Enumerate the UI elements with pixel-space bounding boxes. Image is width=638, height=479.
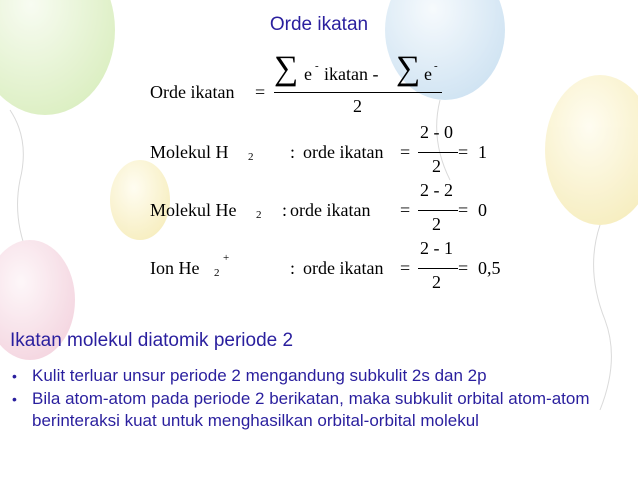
formula-lhs: Orde ikatan — [150, 82, 235, 102]
sigma-icon-2: ∑ — [396, 50, 421, 87]
row-label: Molekul H — [150, 142, 229, 162]
list-item — [10, 365, 630, 388]
row-fraction-bar — [418, 268, 458, 269]
row-label-sup: + — [223, 252, 230, 264]
row-eq1: = — [400, 200, 411, 220]
row-eq2: = — [458, 258, 469, 278]
row-fraction-bar — [418, 152, 458, 153]
bullet-list — [10, 365, 630, 433]
row-label: Ion He — [150, 258, 200, 278]
formula-middle: ikatan - — [324, 64, 379, 84]
row-label-sub: 2 — [214, 267, 220, 279]
row-he2 — [0, 178, 638, 238]
row-label-sub: 2 — [248, 151, 254, 163]
row-eq1: = — [400, 258, 411, 278]
formula-e2: e — [424, 64, 432, 84]
row-eq2: = — [458, 200, 469, 220]
row-he2-ion — [0, 238, 638, 302]
section-heading: Ikatan molekul diatomik periode 2 — [10, 330, 294, 351]
row-eq1: = — [400, 142, 411, 162]
row-expr: orde ikatan — [303, 258, 384, 278]
formula-e1-sup: - — [315, 60, 319, 72]
formula-e2-sup: - — [434, 60, 438, 72]
row-denominator: 2 — [432, 156, 441, 176]
row-denominator: 2 — [432, 214, 441, 234]
row-colon: : — [282, 200, 288, 220]
row-result: 1 — [478, 142, 487, 162]
row-label: Molekul He — [150, 200, 237, 220]
formula-equals: = — [255, 82, 266, 102]
bond-order-formula — [0, 0, 638, 120]
formula-fraction-bar — [274, 92, 442, 93]
row-numerator: 2 - 2 — [420, 180, 453, 200]
row-numerator: 2 - 0 — [420, 122, 453, 142]
row-expr: orde ikatan — [290, 200, 371, 220]
slide-title: Orde ikatan — [269, 14, 369, 35]
row-label-sub: 2 — [256, 209, 262, 221]
sigma-icon: ∑ — [274, 50, 299, 87]
bullet-text: Bila atom-atom pada periode 2 berikatan, maka subkulit orbital atom-atom berinteraksi kuat untuk menghasilkan orbital-orbital molekul — [32, 388, 590, 430]
row-h2 — [0, 118, 638, 178]
bullet-text: Kulit terluar unsur periode 2 mengandung subkulit 2s dan 2p — [32, 366, 487, 385]
row-expr: orde ikatan — [303, 142, 384, 162]
list-item — [10, 388, 630, 433]
row-result: 0 — [478, 200, 487, 220]
formula-e1: e — [304, 64, 312, 84]
row-colon: : — [290, 142, 296, 162]
row-denominator: 2 — [432, 272, 441, 292]
row-numerator: 2 - 1 — [420, 238, 453, 258]
formula-denominator: 2 — [353, 96, 362, 116]
row-fraction-bar — [418, 210, 458, 211]
bullet-icon: • — [12, 390, 17, 407]
bullet-icon: • — [12, 368, 17, 384]
row-result: 0,5 — [478, 258, 501, 278]
row-eq2: = — [458, 142, 469, 162]
row-colon: : — [290, 258, 296, 278]
